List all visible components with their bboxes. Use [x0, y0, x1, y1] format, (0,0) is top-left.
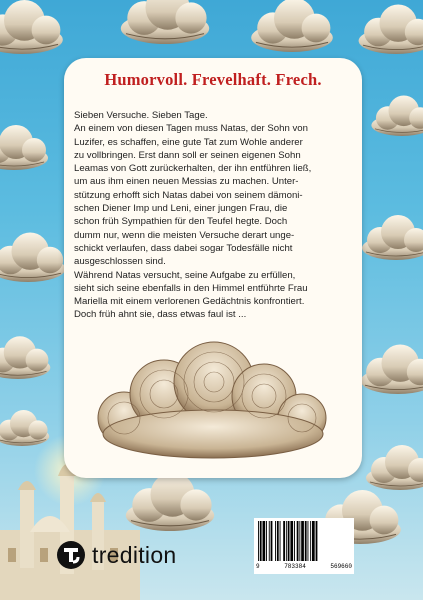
publisher-name: tredition: [92, 541, 177, 568]
barcode-bar: [280, 521, 281, 561]
barcode-bar: [312, 521, 315, 561]
barcode-bar: [308, 521, 309, 561]
tredition-logo-icon: [56, 540, 86, 570]
barcode-bar: [316, 521, 318, 561]
barcode-bars: [254, 518, 354, 562]
barcode-bar: [299, 521, 300, 561]
blurb-line: An einem von diesen Tagen muss Natas, der Sohn von: [74, 123, 308, 135]
barcode-bar: [283, 521, 285, 561]
blurb-line: ausgeschlossen sind.: [74, 256, 166, 268]
blurb-line: Mariella mit einem verlorenen Gedächtnis konfrontiert.: [74, 296, 305, 308]
barcode-bar: [301, 521, 304, 561]
barcode-bar: [290, 521, 293, 561]
blurb-line: Während Natas versucht, seine Aufgabe zu erfüllen,: [74, 269, 296, 281]
blurb-line: Doch früh ahnt sie, dass etwas faul ist ...: [74, 309, 247, 321]
publisher-logo: [56, 538, 177, 572]
barcode-bar: [275, 521, 276, 561]
isbn-barcode: [254, 518, 354, 574]
blurb-line: dumm nur, wenn die meisten Versuche derart unge-: [74, 229, 295, 241]
blurb-line: schon früh Sympathien für den Teufel hegte. Doch: [74, 216, 288, 228]
blurb-line: Luzifer, es schaffen, eine gute Tat zum Wohle anderer: [74, 136, 303, 148]
barcode-bar: [271, 521, 273, 561]
cloud-illustration: [64, 338, 362, 478]
barcode-bar: [286, 521, 287, 561]
barcode-digit-group: 783384: [284, 563, 306, 570]
barcode-bar: [297, 521, 299, 561]
blurb-line: Leamas von Gott zurückerhalten, der ihn entführen ließ,: [74, 163, 312, 175]
cover-headline: Humorvoll. Frevelhaft. Frech.: [104, 70, 322, 89]
barcode-bar: [266, 521, 267, 561]
barcode-bar: [263, 521, 266, 561]
blurb-line: zu vollbringen. Erst dann soll er seinen eigenen Sohn: [74, 149, 301, 161]
barcode-bar: [288, 521, 290, 561]
barcode-bar: [277, 521, 279, 561]
blurb-line: schickt verlaufen, dass dabei sogar Todesfälle nicht: [74, 242, 293, 254]
blurb-line: schen Diener Imp und Leni, einer jungen Frau, die: [74, 203, 288, 215]
blurb-line: um aus ihm einen neuen Messias zu machen. Unter-: [74, 176, 299, 188]
blurb-line: Sieben Versuche. Sieben Tage.: [74, 110, 208, 121]
barcode-digit-group: 9: [256, 563, 260, 570]
barcode-bar: [269, 521, 270, 561]
barcode-bar: [294, 521, 295, 561]
barcode-bar: [305, 521, 307, 561]
barcode-bar: [310, 521, 311, 561]
barcode-bar: [260, 521, 262, 561]
barcode-digit-group: 569660: [330, 563, 352, 570]
blurb-panel: [64, 58, 362, 478]
barcode-digits: [254, 563, 354, 573]
cover-blurb: [74, 109, 356, 322]
blurb-line: sieht sich seine ebenfalls in den Himmel entführte Frau: [74, 282, 308, 294]
blurb-line: stützung erhofft sich Natas dabei von seinem dämoni-: [74, 189, 303, 201]
barcode-bar: [258, 521, 259, 561]
